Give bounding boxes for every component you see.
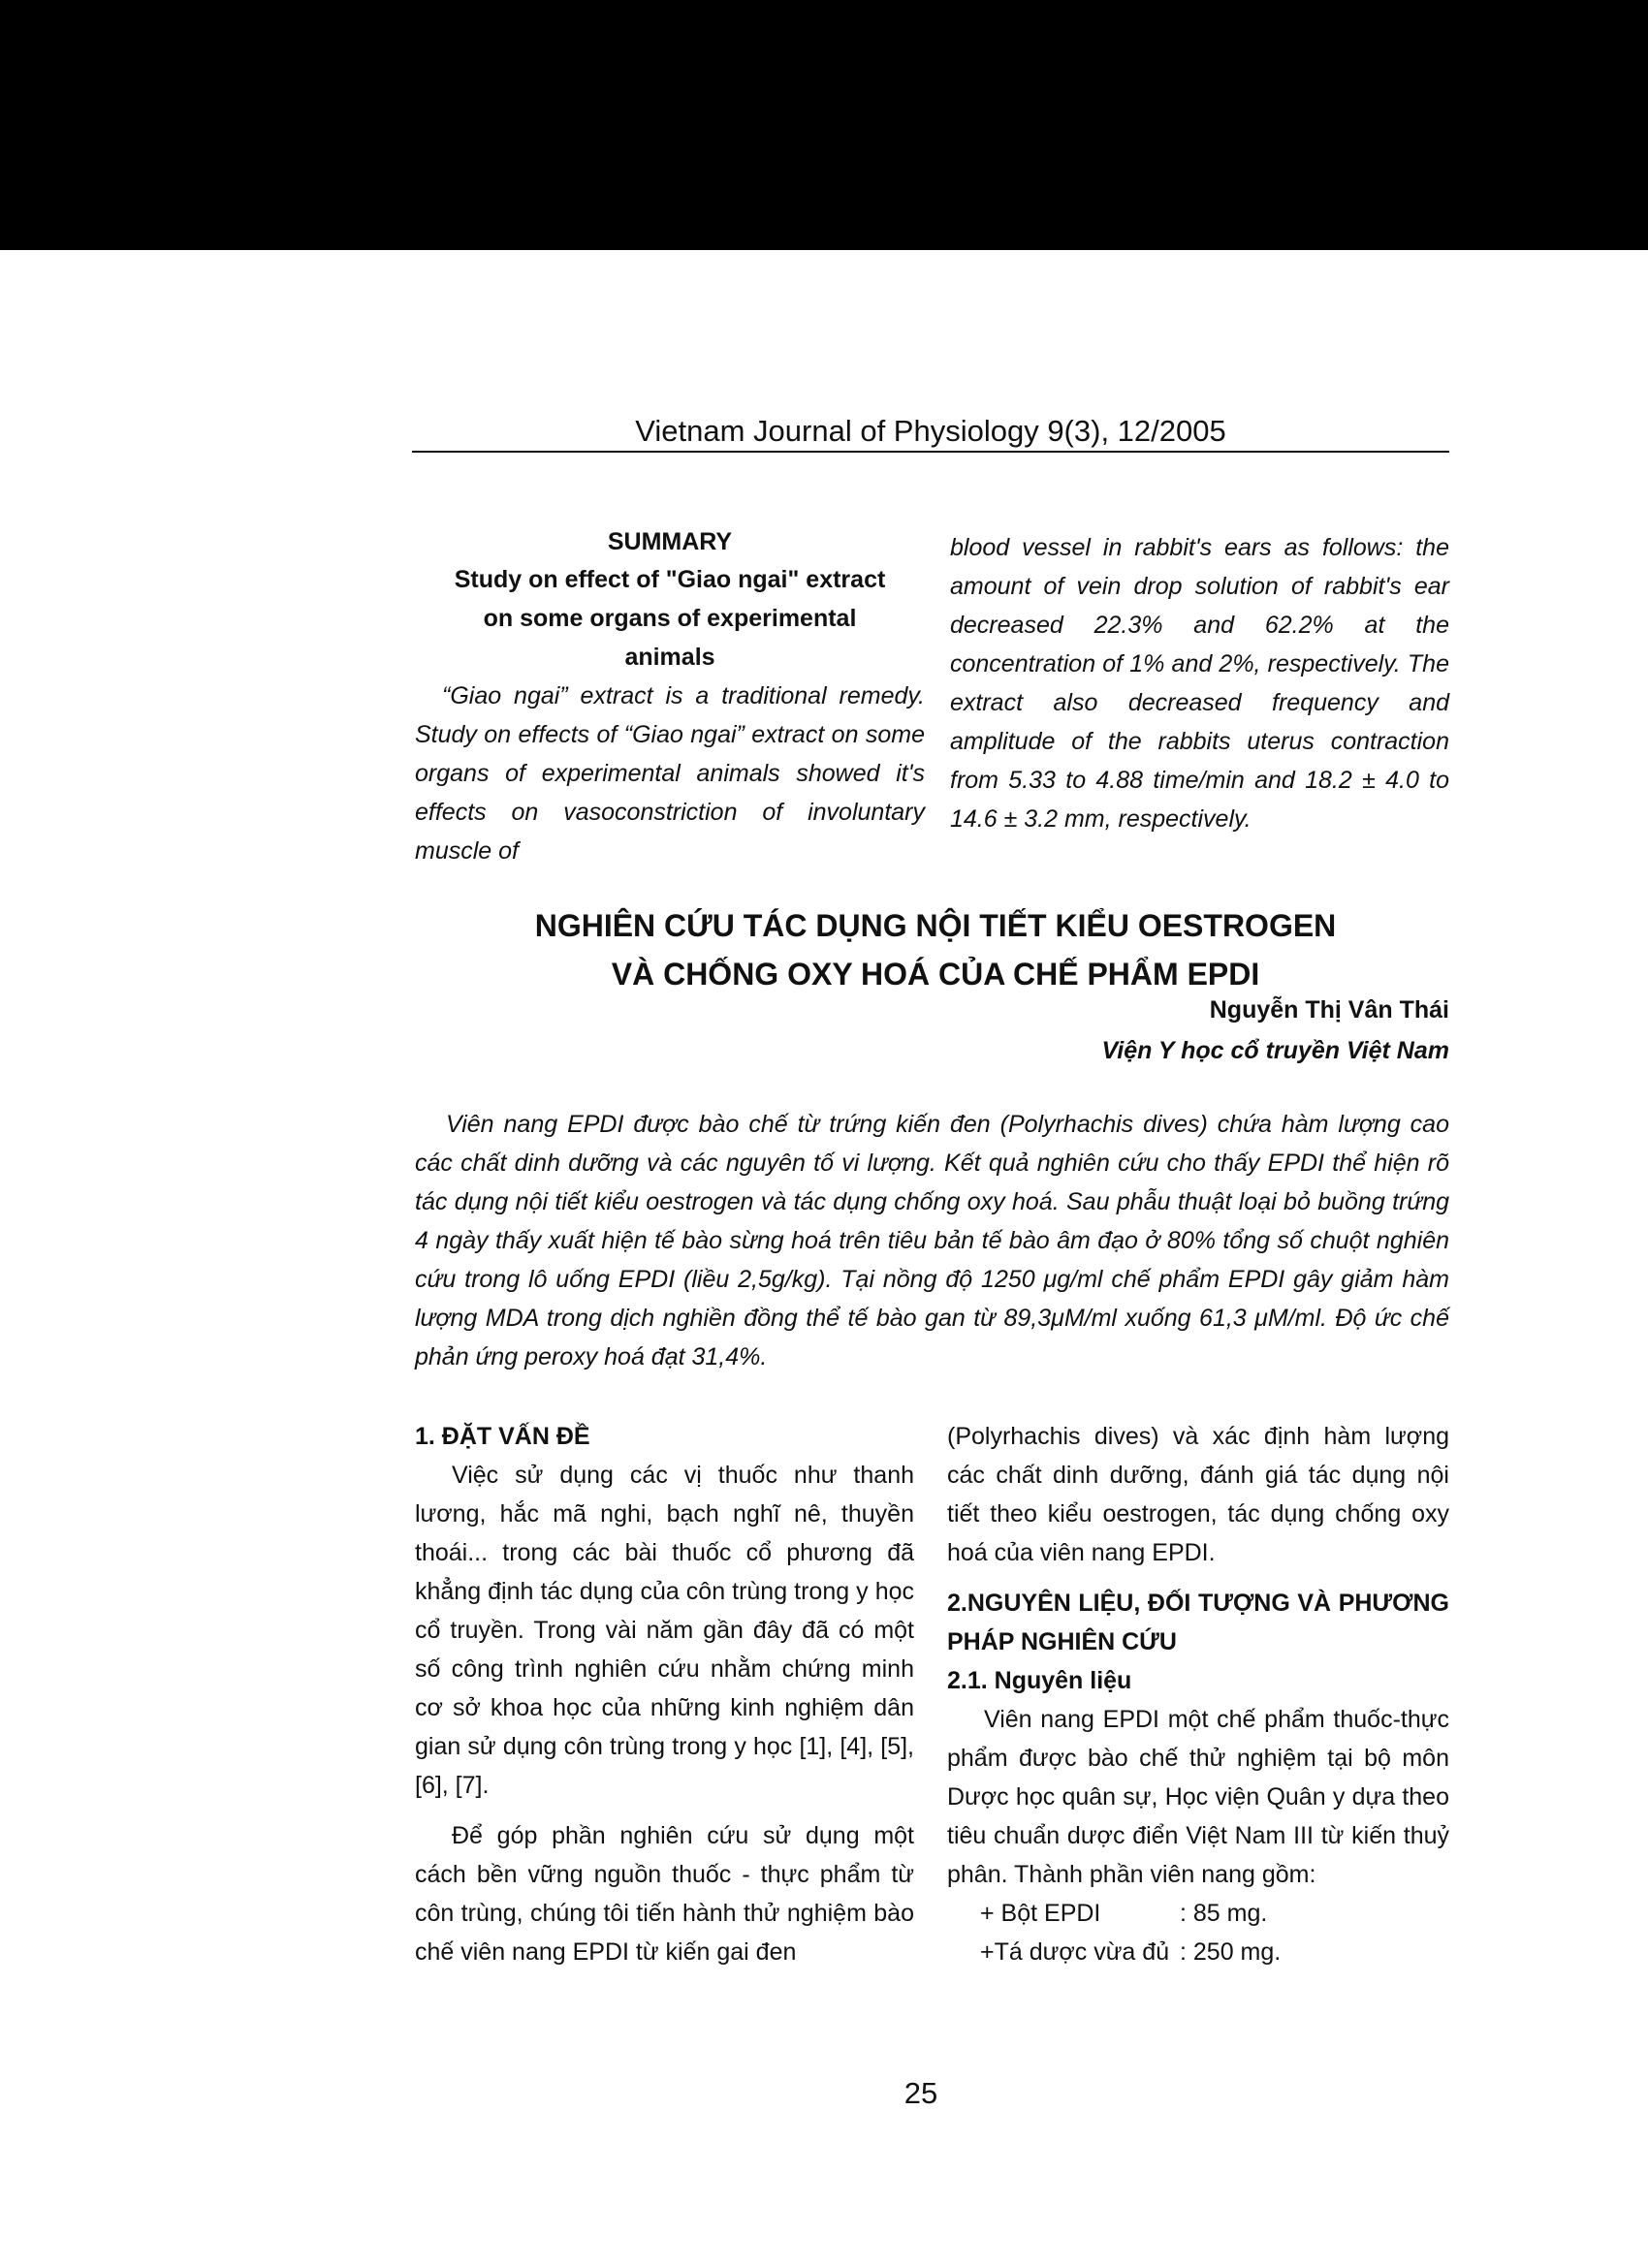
ingredient-row bbox=[947, 1894, 1449, 1933]
summary-title-line-2: on some organs of experimental bbox=[483, 605, 857, 632]
article-title bbox=[427, 901, 1444, 998]
article-title-line-1: NGHIÊN CỨU TÁC DỤNG NỘI TIẾT KIỂU OESTROGEN bbox=[534, 908, 1337, 943]
ingredient-amount: : 85 mg. bbox=[1180, 1900, 1268, 1927]
header-rule bbox=[412, 451, 1449, 453]
section-2-heading: 2.NGUYÊN LIỆU, ĐỐI TƯỢNG VÀ PHƯƠNG PHÁP NGHIÊN CỨU bbox=[947, 1590, 1449, 1655]
ingredient-row bbox=[947, 1933, 1449, 1971]
section-2-1-paragraph: Viên nang EPDI một chế phẩm thuốc-thực phẩm được bào chế thử nghiệm tại bộ môn Dược học quân sự, Học viện Quân y dựa theo tiêu chuẩn dược điển Việt Nam III từ kiến thuỷ phân. Thành phần viên nang gồm: bbox=[947, 1706, 1449, 1888]
summary-title-line-1: Study on effect of "Giao ngai" extract bbox=[454, 566, 886, 593]
summary-text-left: “Giao ngai” extract is a traditional remedy. Study on effects of “Giao ngai” extract on some organs of experimental animals showed it's effects on vasoconstriction of involuntary muscle of bbox=[415, 682, 925, 865]
scan-top-black-border bbox=[0, 0, 1648, 250]
section-1-paragraph-1: Việc sử dụng các vị thuốc như thanh lương, hắc mã nghi, bạch nghĩ nê, thuyền thoái... trong các bài thuốc cổ phương đã khẳng định tác dụng của côn trùng trong y học cổ truyền. Trong vài năm gần đây đã có một số công trình nghiên cứu nhằm chứng minh cơ sở khoa học của những kinh nghiệm dân gian sử dụng côn trùng trong y học [1], [4], [5], [6], [7]. bbox=[415, 1462, 914, 1799]
section-2-1-heading: 2.1. Nguyên liệu bbox=[947, 1667, 1132, 1694]
section-1-paragraph-2: Để góp phần nghiên cứu sử dụng một cách bền vững nguồn thuốc - thực phẩm từ côn trùng, chúng tôi tiến hành thử nghiệm bào chế viên nang EPDI từ kiến gai đen bbox=[415, 1822, 914, 1966]
section-1-heading: 1. ĐẶT VẤN ĐỀ bbox=[415, 1423, 590, 1450]
ingredient-name: + Bột EPDI bbox=[980, 1900, 1101, 1927]
summary-title-line-3: animals bbox=[624, 644, 715, 671]
ingredient-amount: : 250 mg. bbox=[1180, 1938, 1282, 1966]
page-number: 25 bbox=[903, 2076, 938, 2110]
body-left-column bbox=[415, 1417, 914, 1971]
journal-header: Vietnam Journal of Physiology 9(3), 12/2005 bbox=[635, 414, 1226, 448]
body-right-column bbox=[947, 1417, 1449, 1971]
ingredient-name: +Tá dược vừa đủ bbox=[980, 1938, 1170, 1966]
article-abstract: Viên nang EPDI được bào chế từ trứng kiến đen (Polyrhachis dives) chứa hàm lượng cao các chất dinh dưỡng và các nguyên tố vi lượng. Kết quả nghiên cứu cho thấy EPDI thể hiện rõ tác dụng nội tiết kiểu oestrogen và tác dụng chống oxy hoá. Sau phẫu thuật loại bỏ buồng trứng 4 ngày thấy xuất hiện tế bào sừng hoá trên tiêu bản tế bào âm đạo ở 80% tổng số chuột nghiên cứu trong lô uống EPDI (liều 2,5g/kg). Tại nồng độ 1250 μg/ml chế phẩm EPDI gây giảm hàm lượng MDA trong dịch nghiền đồng thể tế bào gan từ 89,3μM/ml xuống 61,3 μM/ml. Độ ức chế phản ứng peroxy hoá đạt 31,4%. bbox=[415, 1111, 1449, 1370]
author-name: Nguyễn Thị Vân Thái bbox=[1209, 996, 1449, 1024]
summary-text-right: blood vessel in rabbit's ears as follows: the amount of vein drop solution of rabbit's ear decreased 22.3% and 62.2% at the concentration of 1% and 2%, respectively. The extract also decreased frequency and amplitude of the rabbits uterus contraction from 5.33 to 4.88 time/min and 18.2 ± 4.0 to 14.6 ± 3.2 mm, respectively. bbox=[950, 534, 1449, 833]
section-1-paragraph-2-continued: (Polyrhachis dives) và xác định hàm lượng các chất dinh dưỡng, đánh giá tác dụng nội tiết theo kiểu oestrogen, tác dụng chống oxy hoá của viên nang EPDI. bbox=[947, 1423, 1449, 1566]
summary-left-column bbox=[415, 523, 925, 870]
author-affiliation: Viện Y học cổ truyền Việt Nam bbox=[1101, 1037, 1449, 1064]
article-title-line-2: VÀ CHỐNG OXY HOÁ CỦA CHẾ PHẨM EPDI bbox=[611, 957, 1260, 992]
summary-heading: SUMMARY bbox=[607, 528, 733, 555]
